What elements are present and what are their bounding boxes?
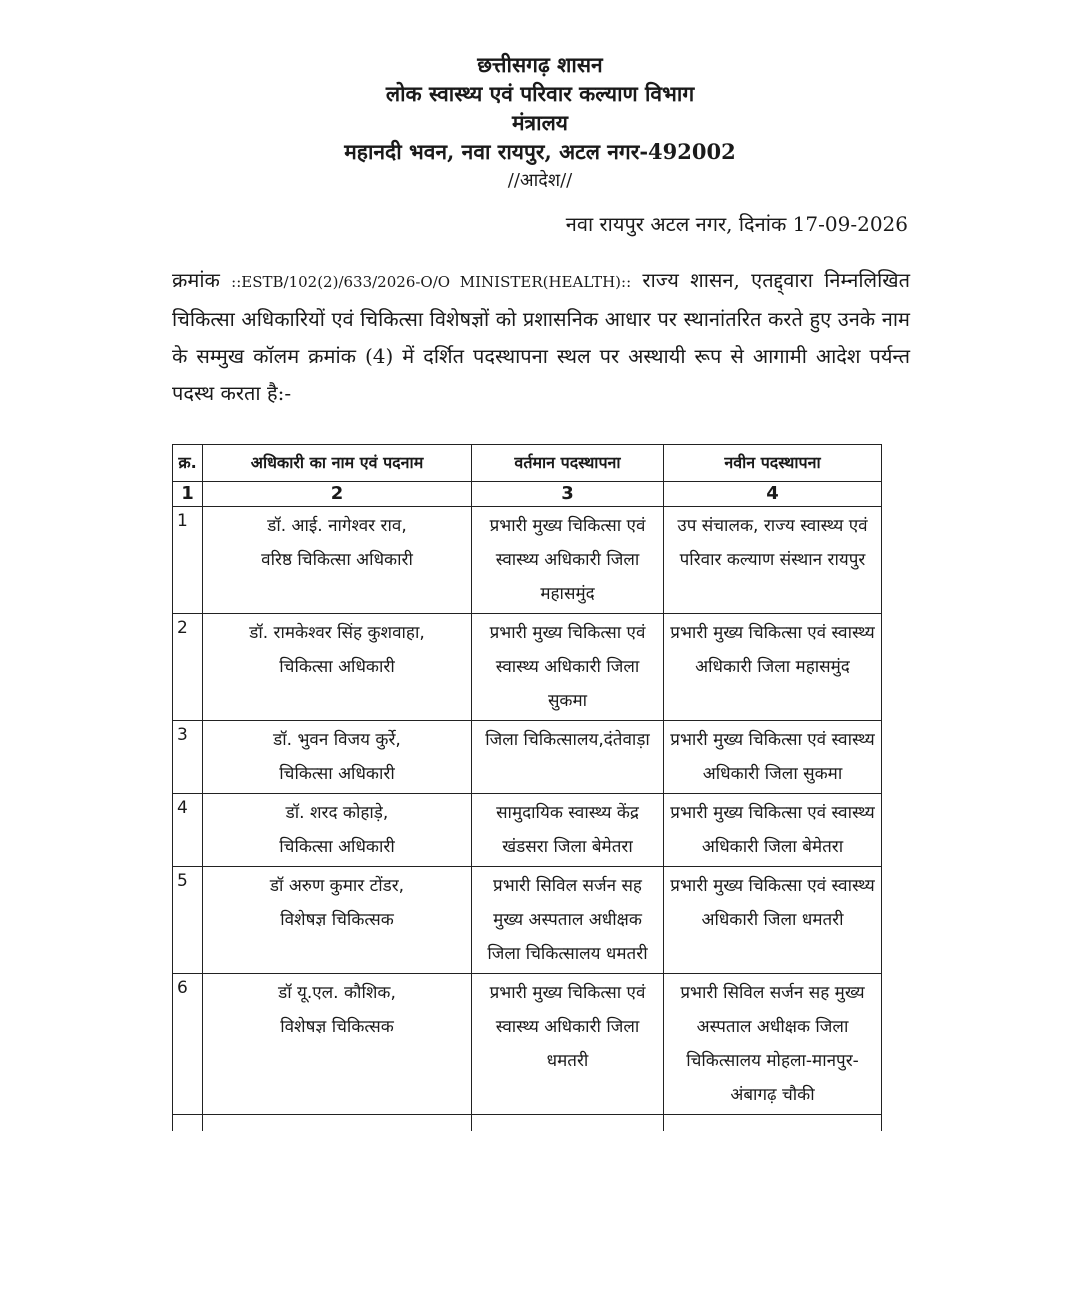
govt-name: छत्तीसगढ़ शासन <box>477 52 603 77</box>
officer-name: डॉ यू.एल. कौशिक, <box>278 983 396 1003</box>
table-continuation <box>173 1115 882 1132</box>
officer-name: डॉ. भुवन विजय कुर्रे, <box>273 730 401 750</box>
serial-cell: 4 <box>173 794 203 867</box>
officer-designation: चिकित्सा अधिकारी <box>279 657 395 677</box>
officer-designation: चिकित्सा अधिकारी <box>279 837 395 857</box>
column-number: 2 <box>203 482 472 507</box>
order-body <box>172 262 910 412</box>
ministry-label: मंत्रालय <box>511 110 568 135</box>
table-row <box>173 867 882 974</box>
serial-cell: 6 <box>173 974 203 1115</box>
new-posting-cell: प्रभारी मुख्य चिकित्सा एवं स्वास्थ्य अधिकारी जिला धमतरी <box>664 867 882 974</box>
officer-cell <box>203 794 472 867</box>
officer-cell <box>203 507 472 614</box>
table-row <box>173 721 882 794</box>
officer-designation: विशेषज्ञ चिकित्सक <box>280 1017 394 1037</box>
officer-cell <box>203 974 472 1115</box>
document-header <box>0 50 1080 195</box>
current-posting-cell: प्रभारी मुख्य चिकित्सा एवं स्वास्थ्य अधिकारी जिला महासमुंद <box>472 507 664 614</box>
officer-name: डॉ. रामकेश्वर सिंह कुशवाहा, <box>249 623 425 643</box>
officer-designation: विशेषज्ञ चिकित्सक <box>280 910 394 930</box>
officer-cell <box>203 614 472 721</box>
column-number: 3 <box>472 482 664 507</box>
order-number-label: क्रमांक <box>172 268 232 292</box>
place-date: नवा रायपुर अटल नगर, दिनांक 17-09-2026 <box>565 212 908 236</box>
header-current-posting: वर्तमान पदस्थापना <box>472 445 664 482</box>
order-title: //आदेश// <box>507 170 573 191</box>
address-line: महानदी भवन, नवा रायपुर, अटल नगर-492002 <box>344 139 736 164</box>
new-posting-cell: प्रभारी सिविल सर्जन सह मुख्य अस्पताल अधीक्षक जिला चिकित्सालय मोहला-मानपुर-अंबागढ़ चौकी <box>664 974 882 1115</box>
officer-cell <box>203 867 472 974</box>
table-row <box>173 794 882 867</box>
department-name: लोक स्वास्थ्य एवं परिवार कल्याण विभाग <box>385 81 695 106</box>
order-reference: ::ESTB/102(2)/633/2026-O/O MINISTER(HEALTH):: <box>231 273 632 291</box>
header-new-posting: नवीन पदस्थापना <box>664 445 882 482</box>
serial-cell: 5 <box>173 867 203 974</box>
table-row <box>173 507 882 614</box>
current-posting-cell: प्रभारी मुख्य चिकित्सा एवं स्वास्थ्य अधिकारी जिला सुकमा <box>472 614 664 721</box>
current-posting-cell: सामुदायिक स्वास्थ्य केंद्र खंडसरा जिला बेमेतरा <box>472 794 664 867</box>
officer-designation: वरिष्ठ चिकित्सा अधिकारी <box>261 550 413 570</box>
current-posting-cell: प्रभारी सिविल सर्जन सह मुख्य अस्पताल अधीक्षक जिला चिकित्सालय धमतरी <box>472 867 664 974</box>
new-posting-cell: प्रभारी मुख्य चिकित्सा एवं स्वास्थ्य अधिकारी जिला महासमुंद <box>664 614 882 721</box>
current-posting-cell: प्रभारी मुख्य चिकित्सा एवं स्वास्थ्य अधिकारी जिला धमतरी <box>472 974 664 1115</box>
header-serial: क्र. <box>173 445 203 482</box>
officer-cell <box>203 721 472 794</box>
new-posting-cell: प्रभारी मुख्य चिकित्सा एवं स्वास्थ्य अधिकारी जिला सुकमा <box>664 721 882 794</box>
order-text: राज्य शासन, एतद्द्वारा निम्नलिखित चिकित्सा अधिकारियों एवं चिकित्सा विशेषज्ञों को प्रशासनिक आधार पर स्थानांतरित करते हुए उनके नाम के सम्मुख कॉलम क्रमांक (4) में दर्शित पदस्थापना स्थल पर अस्थायी रूप से आगामी आदेश पर्यन्त पदस्थ करता है:- <box>172 268 911 405</box>
officer-name: डॉ. आई. नागेश्वर राव, <box>267 516 407 536</box>
header-name: अधिकारी का नाम एवं पदनाम <box>203 445 472 482</box>
column-number-row <box>173 482 882 507</box>
new-posting-cell: उप संचालक, राज्य स्वास्थ्य एवं परिवार कल्याण संस्थान रायपुर <box>664 507 882 614</box>
serial-cell: 3 <box>173 721 203 794</box>
serial-cell: 2 <box>173 614 203 721</box>
column-number: 4 <box>664 482 882 507</box>
officer-name: डॉ. शरद कोहाड़े, <box>285 803 389 823</box>
new-posting-cell: प्रभारी मुख्य चिकित्सा एवं स्वास्थ्य अधिकारी जिला बेमेतरा <box>664 794 882 867</box>
officer-name: डॉ अरुण कुमार टोंडर, <box>269 876 405 896</box>
table-row <box>173 614 882 721</box>
officer-designation: चिकित्सा अधिकारी <box>279 764 395 784</box>
table-row <box>173 974 882 1115</box>
column-number: 1 <box>173 482 203 507</box>
serial-cell: 1 <box>173 507 203 614</box>
transfer-table <box>172 444 882 1131</box>
table-header-row <box>173 445 882 482</box>
current-posting-cell: जिला चिकित्सालय,दंतेवाड़ा <box>472 721 664 794</box>
